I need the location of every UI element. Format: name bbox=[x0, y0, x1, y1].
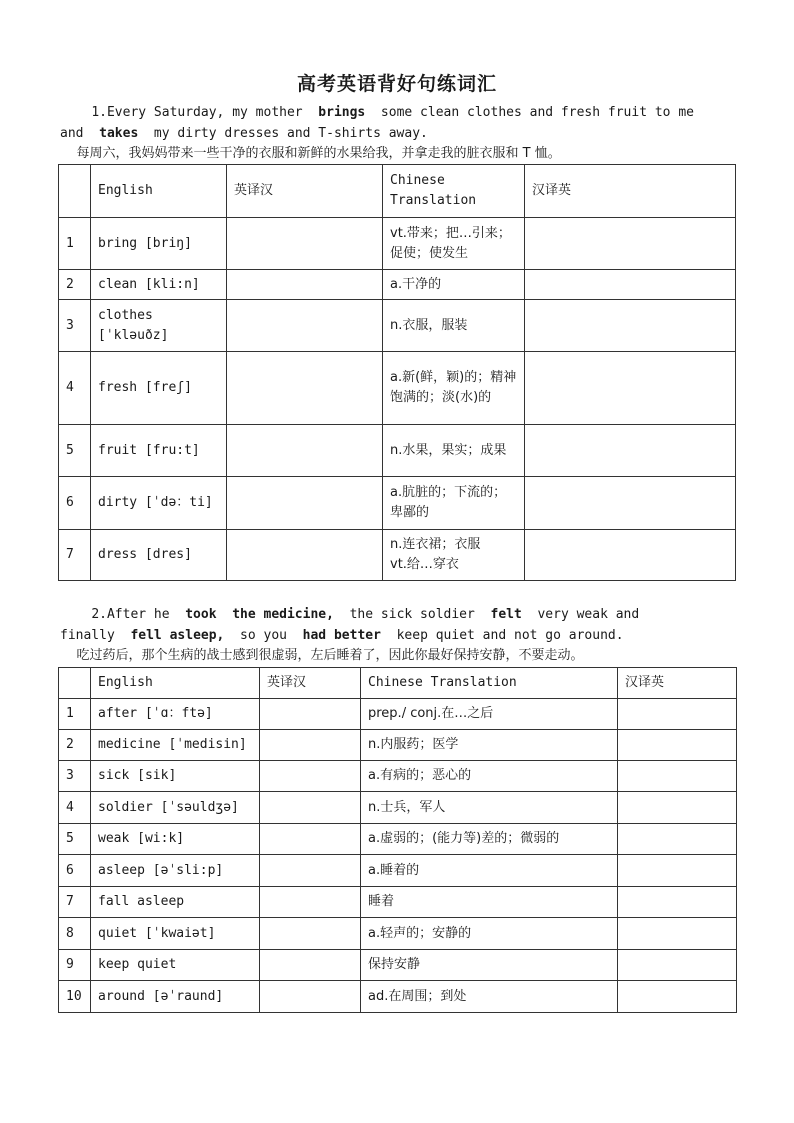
english-word: after [ˈɑ：ftə] bbox=[91, 699, 260, 730]
chinese-translation: a.肮脏的；下流的；卑鄙的 bbox=[383, 477, 525, 530]
chinese-translation: a.新(鲜，颖)的；精神饱满的；淡(水)的 bbox=[383, 352, 525, 425]
table-row bbox=[59, 950, 737, 981]
zh-to-en-blank[interactable] bbox=[618, 824, 737, 855]
row-number: 10 bbox=[59, 981, 91, 1013]
en-to-zh-blank[interactable] bbox=[227, 270, 383, 300]
table-row bbox=[59, 981, 737, 1013]
zh-to-en-blank[interactable] bbox=[618, 981, 737, 1013]
zh-to-en-blank[interactable] bbox=[618, 950, 737, 981]
header-cell bbox=[59, 668, 91, 699]
zh-to-en-blank[interactable] bbox=[525, 218, 736, 270]
table-row bbox=[59, 887, 737, 918]
en-to-zh-blank[interactable] bbox=[260, 730, 361, 761]
sentence-1-part: my dirty dresses and T-shirts away. bbox=[138, 126, 428, 141]
sentence-1-keyword: takes bbox=[99, 126, 139, 141]
english-word: quiet [ˈkwaiət] bbox=[91, 918, 260, 950]
row-number: 4 bbox=[59, 352, 91, 425]
table-row bbox=[59, 300, 736, 352]
english-word: bring [briŋ] bbox=[91, 218, 227, 270]
chinese-translation: 睡着 bbox=[361, 887, 618, 918]
sentence-2 bbox=[60, 604, 736, 646]
chinese-translation: a.虚弱的；(能力等)差的；微弱的 bbox=[361, 824, 618, 855]
sentence-1-part: some clean clothes and fresh fruit to me and bbox=[60, 105, 694, 141]
sentence-2-part: 2.After he bbox=[60, 607, 186, 622]
row-number: 3 bbox=[59, 300, 91, 352]
header-cell: 英译汉 bbox=[227, 165, 383, 218]
page-title: 高考英语背好句练词汇 bbox=[296, 73, 497, 95]
table-row bbox=[59, 792, 737, 824]
header-cell: English bbox=[91, 165, 227, 218]
table-row bbox=[59, 218, 736, 270]
table-row bbox=[59, 824, 737, 855]
table-row bbox=[59, 918, 737, 950]
chinese-translation: a.睡着的 bbox=[361, 855, 618, 887]
chinese-translation: a.有病的；恶心的 bbox=[361, 761, 618, 792]
table-row bbox=[59, 530, 736, 581]
zh-to-en-blank[interactable] bbox=[525, 352, 736, 425]
sentence-1 bbox=[60, 102, 736, 144]
en-to-zh-blank[interactable] bbox=[260, 918, 361, 950]
chinese-translation: a.干净的 bbox=[383, 270, 525, 300]
en-to-zh-blank[interactable] bbox=[260, 981, 361, 1013]
en-to-zh-blank[interactable] bbox=[260, 824, 361, 855]
sentence-1-part: 1.Every Saturday, my mother bbox=[60, 105, 319, 120]
english-word: sick [sik] bbox=[91, 761, 260, 792]
zh-to-en-blank[interactable] bbox=[618, 855, 737, 887]
en-to-zh-blank[interactable] bbox=[260, 792, 361, 824]
row-number: 6 bbox=[59, 855, 91, 887]
chinese-translation: n.内服药；医学 bbox=[361, 730, 618, 761]
header-cell: English bbox=[91, 668, 260, 699]
english-word: fruit [fru:t] bbox=[91, 425, 227, 477]
chinese-translation: vt.带来；把…引来；促使；使发生 bbox=[383, 218, 525, 270]
table-row bbox=[59, 425, 736, 477]
english-word: fresh [freʃ] bbox=[91, 352, 227, 425]
row-number: 2 bbox=[59, 270, 91, 300]
en-to-zh-blank[interactable] bbox=[227, 530, 383, 581]
header-cell: Chinese Translation bbox=[383, 165, 525, 218]
en-to-zh-blank[interactable] bbox=[260, 887, 361, 918]
table-row bbox=[59, 699, 737, 730]
zh-to-en-blank[interactable] bbox=[618, 761, 737, 792]
row-number: 7 bbox=[59, 530, 91, 581]
row-number: 5 bbox=[59, 824, 91, 855]
zh-to-en-blank[interactable] bbox=[618, 792, 737, 824]
sentence-2-part: so you bbox=[224, 628, 303, 643]
row-number: 4 bbox=[59, 792, 91, 824]
chinese-translation: prep./ conj.在…之后 bbox=[361, 699, 618, 730]
header-cell bbox=[59, 165, 91, 218]
zh-to-en-blank[interactable] bbox=[525, 530, 736, 581]
en-to-zh-blank[interactable] bbox=[227, 425, 383, 477]
english-word: medicine [ˈmedisin] bbox=[91, 730, 260, 761]
zh-to-en-blank[interactable] bbox=[525, 300, 736, 352]
row-number: 3 bbox=[59, 761, 91, 792]
zh-to-en-blank[interactable] bbox=[618, 918, 737, 950]
table-row bbox=[59, 730, 737, 761]
zh-to-en-blank[interactable] bbox=[618, 730, 737, 761]
en-to-zh-blank[interactable] bbox=[227, 352, 383, 425]
row-number: 8 bbox=[59, 918, 91, 950]
vocab-table-1 bbox=[58, 164, 736, 581]
row-number: 1 bbox=[59, 699, 91, 730]
english-word: asleep [əˈsli:p] bbox=[91, 855, 260, 887]
table-row bbox=[59, 477, 736, 530]
table-row bbox=[59, 270, 736, 300]
sentence-1-keyword: brings bbox=[318, 105, 366, 120]
header-cell: Chinese Translation bbox=[361, 668, 618, 699]
chinese-translation: 保持安静 bbox=[361, 950, 618, 981]
sentence-2-part: keep quiet and not go around. bbox=[380, 628, 624, 643]
row-number: 5 bbox=[59, 425, 91, 477]
en-to-zh-blank[interactable] bbox=[260, 761, 361, 792]
zh-to-en-blank[interactable] bbox=[618, 699, 737, 730]
english-word: clothes [ˈkləuðz] bbox=[91, 300, 227, 352]
zh-to-en-blank[interactable] bbox=[618, 887, 737, 918]
sentence-2-part: the sick soldier bbox=[333, 607, 491, 622]
header-cell: 汉译英 bbox=[525, 165, 736, 218]
chinese-translation: n.水果，果实；成果 bbox=[383, 425, 525, 477]
en-to-zh-blank[interactable] bbox=[227, 218, 383, 270]
sentence-2-part: very weak and finally bbox=[60, 607, 640, 643]
en-to-zh-blank[interactable] bbox=[227, 477, 383, 530]
row-number: 2 bbox=[59, 730, 91, 761]
translation-2: 吃过药后，那个生病的战士感到很虚弱，左后睡着了，因此你最好保持安静，不要走动。 bbox=[60, 648, 584, 663]
header-cell: 英译汉 bbox=[260, 668, 361, 699]
en-to-zh-blank[interactable] bbox=[227, 300, 383, 352]
zh-to-en-blank[interactable] bbox=[525, 477, 736, 530]
table-header-row bbox=[59, 668, 737, 699]
sentence-2-keyword: had better bbox=[302, 628, 381, 643]
table-row bbox=[59, 761, 737, 792]
english-word: fall asleep bbox=[91, 887, 260, 918]
table-row bbox=[59, 855, 737, 887]
row-number: 9 bbox=[59, 950, 91, 981]
sentence-2-keyword: took the medicine, bbox=[185, 607, 334, 622]
english-word: keep quiet bbox=[91, 950, 260, 981]
chinese-translation: n.衣服，服装 bbox=[383, 300, 525, 352]
chinese-translation: n.士兵，军人 bbox=[361, 792, 618, 824]
chinese-translation: n.连衣裙；衣服 vt.给…穿衣 bbox=[383, 530, 525, 581]
zh-to-en-blank[interactable] bbox=[525, 270, 736, 300]
table-header-row bbox=[59, 165, 736, 218]
chinese-translation: a.轻声的；安静的 bbox=[361, 918, 618, 950]
sentence-2-keyword: felt bbox=[490, 607, 522, 622]
row-number: 6 bbox=[59, 477, 91, 530]
english-word: dirty [ˈdə：ti] bbox=[91, 477, 227, 530]
zh-to-en-blank[interactable] bbox=[525, 425, 736, 477]
sentence-2-keyword: fell asleep, bbox=[130, 628, 225, 643]
row-number: 1 bbox=[59, 218, 91, 270]
english-word: clean [kli:n] bbox=[91, 270, 227, 300]
english-word: dress [dres] bbox=[91, 530, 227, 581]
header-cell: 汉译英 bbox=[618, 668, 737, 699]
en-to-zh-blank[interactable] bbox=[260, 950, 361, 981]
chinese-translation: ad.在周围；到处 bbox=[361, 981, 618, 1013]
english-word: around [əˈraund] bbox=[91, 981, 260, 1013]
en-to-zh-blank[interactable] bbox=[260, 855, 361, 887]
vocab-table-2 bbox=[58, 667, 737, 1013]
english-word: soldier [ˈsəuldʒə] bbox=[91, 792, 260, 824]
en-to-zh-blank[interactable] bbox=[260, 699, 361, 730]
translation-1: 每周六，我妈妈带来一些干净的衣服和新鲜的水果给我，并拿走我的脏衣服和 T 恤。 bbox=[60, 146, 561, 161]
row-number: 7 bbox=[59, 887, 91, 918]
english-word: weak [wi:k] bbox=[91, 824, 260, 855]
table-row bbox=[59, 352, 736, 425]
